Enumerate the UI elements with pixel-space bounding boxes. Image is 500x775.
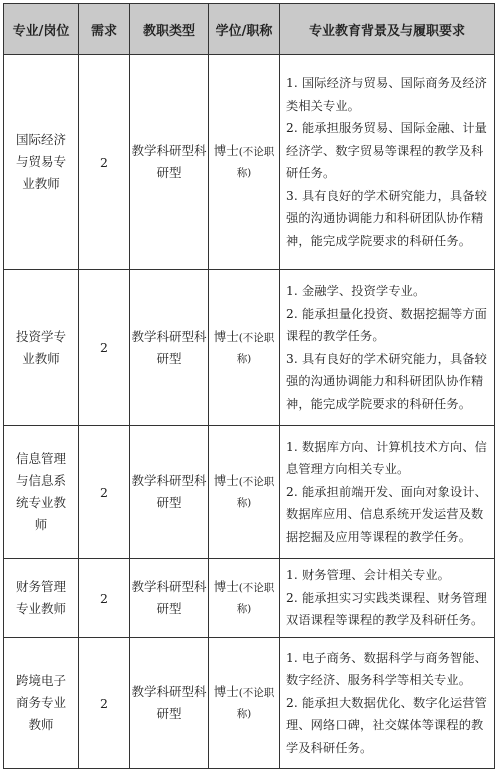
num-cell: 2 [79,426,130,559]
req-cell [280,270,495,426]
post-cell: 国际经济与贸易专业教师 [4,55,79,270]
table-row [4,638,495,769]
num-cell: 2 [79,270,130,426]
req-item: 1. 国际经济与贸易、国际商务及经济类相关专业。 [286,76,488,113]
degree-cell [209,270,280,426]
header-num: 需求 [79,4,130,55]
req-item: 2. 能承担服务贸易、国际金融、计量经济学、数字贸易等课程的教学及科研任务。 [286,121,488,180]
post-cell: 信息管理与信息系统专业教师 [4,426,79,559]
num-cell: 2 [79,55,130,270]
req-item: 3. 具有良好的学术研究能力，具备较强的沟通协调能力和科研团队协作精神，能完成学院要求的科研任务。 [286,188,488,248]
table-row [4,55,495,270]
header-degree: 学位/职称 [209,4,280,55]
req-cell [280,55,495,270]
req-item: 2. 能承担大数据优化、数字化运营管理、网络口碑，社交媒体等课程的教学及科研任务。 [286,695,488,755]
type-cell: 教学科研型科研型 [130,55,209,270]
post-cell: 财务管理专业教师 [4,559,79,638]
req-item: 1. 财务管理、会计相关专业。 [286,568,451,583]
degree-main: 博士 [213,579,239,594]
req-cell [280,638,495,769]
degree-note: (不论职称) [236,687,275,720]
header-req: 专业教育背景及与履职要求 [280,4,495,55]
table-body [4,55,495,769]
degree-main: 博士 [213,684,239,699]
req-item: 2. 能承担量化投资、数据挖掘等方面课程的教学任务。 [286,306,488,343]
num-cell: 2 [79,559,130,638]
degree-main: 博士 [213,328,239,344]
degree-note: (不论职称) [236,331,275,365]
degree-cell [209,55,280,270]
post-cell: 跨境电子商务专业教师 [4,638,79,769]
degree-cell [209,426,280,559]
type-cell: 教学科研型科研型 [130,270,209,426]
table-row [4,270,495,426]
req-item: 2. 能承担前端开发、面向对象设计、数据库应用、信息系统开发运营及数据挖掘及应用等课程的教学任务。 [286,484,488,544]
degree-main: 博士 [213,143,239,158]
job-requirements-table [3,3,495,769]
req-item: 1. 电子商务、数据科学与商务智能、数字经济、服务科学等相关专业。 [286,650,488,688]
header-row [4,4,495,55]
table-row [4,426,495,559]
degree-cell [209,559,280,638]
degree-note: (不论职称) [236,582,275,615]
degree-cell [209,638,280,769]
num-cell: 2 [79,638,130,769]
type-cell: 教学科研型科研型 [130,559,209,638]
req-cell [280,426,495,559]
type-cell: 教学科研型科研型 [130,426,209,559]
req-item: 1. 数据库方向、计算机技术方向、信息管理方向相关专业。 [286,439,488,477]
header-post: 专业/岗位 [4,4,79,55]
table-row [4,559,495,638]
req-item: 2. 能承担实习实践类课程、财务管理双语课程等课程的教学及科研任务。 [286,590,488,628]
header-type: 教职类型 [130,4,209,55]
req-cell [280,559,495,638]
degree-note: (不论职称) [236,146,275,179]
req-item: 3. 具有良好的学术研究能力，具备较强的沟通协调能力和科研团队协作精神，能完成学院要求的科研任务。 [286,351,488,411]
table-header [4,4,495,55]
type-cell: 教学科研型科研型 [130,638,209,769]
req-item: 1. 金融学、投资学专业。 [286,284,426,298]
degree-main: 博士 [213,473,239,488]
degree-note: (不论职称) [236,476,275,509]
post-cell: 投资学专业教师 [4,270,79,426]
